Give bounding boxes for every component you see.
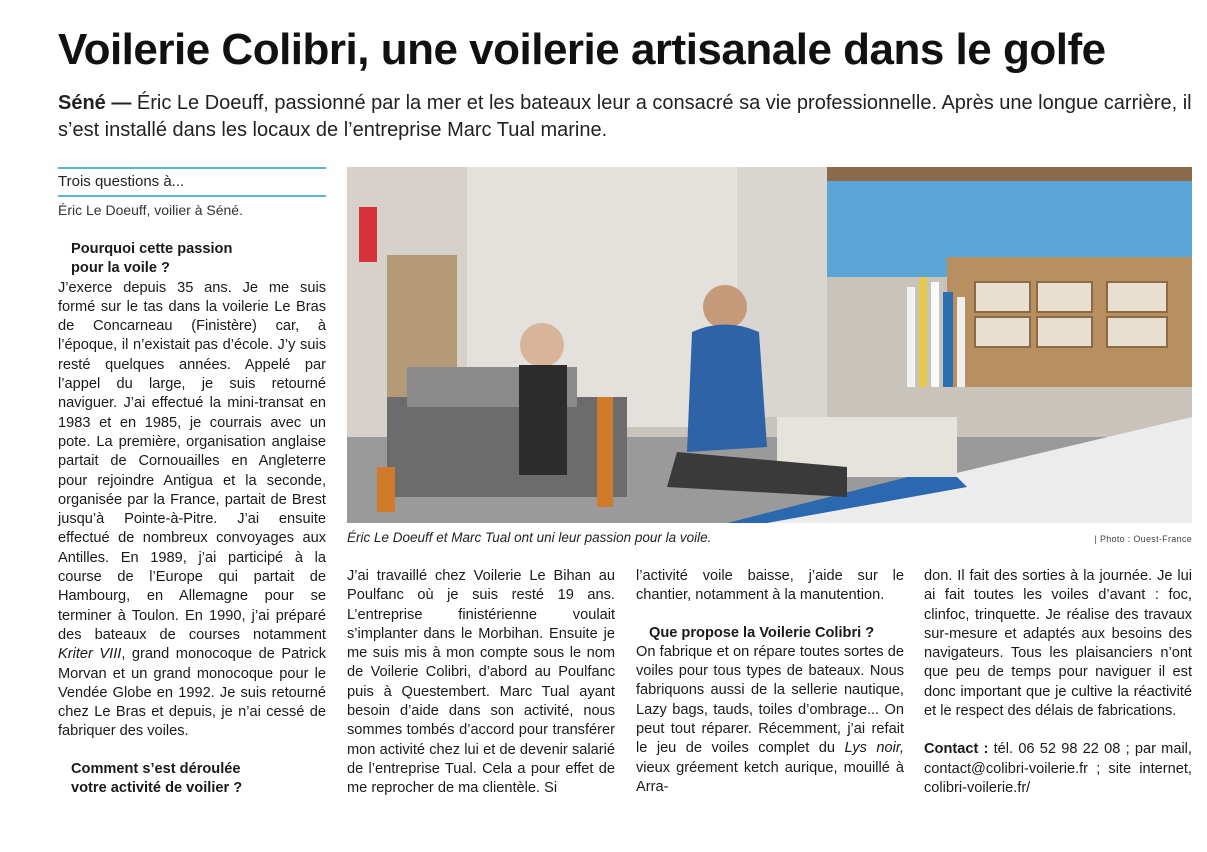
column-3-text-2: On fabrique et on répare toutes sortes de voiles pour tous types de bateaux. Nous fabriquons aussi de la sellerie nautique, Lazy bags, tauds, toiles d’ombrage... On peut tout réparer. Récemment, j’ai refait le jeu de voiles complet du Lys noir, vieux gréement ketch aurique, mouillé à Arra- — [636, 643, 904, 795]
question-2: Comment s’est déroulée votre activité de voilier ? — [71, 760, 243, 797]
photo-credit: | Photo : Ouest-France — [1094, 534, 1192, 544]
lead-text: Éric Le Doeuff, passionné par la mer et les bateaux leur a consacré sa vie professionnelle. Après une longue carrière, il s’est installé dans les locaux de l’entreprise Marc Tual marine. — [58, 92, 1192, 141]
sidebar-title: Trois questions à... — [58, 173, 185, 190]
lead-place: Séné — — [58, 92, 132, 114]
question-1: Pourquoi cette passion pour la voile ? — [71, 241, 233, 277]
contact-details: tél. 06 52 98 22 08 ; par mail, contact@colibri-voilerie.fr ; site internet, colibri-voilerie.fr/ — [924, 741, 1192, 796]
article-photo — [347, 167, 1192, 523]
workshop-photo-illustration — [347, 167, 1192, 523]
sidebar-subtitle: Éric Le Doeuff, voilier à Séné. — [58, 202, 243, 218]
contact-label: Contact : — [924, 741, 989, 758]
question-3: Que propose la Voilerie Colibri ? — [649, 624, 875, 641]
answer-1-boat-name: Kriter VIII — [58, 646, 122, 663]
boat-name-lys-noir: Lys noir, — [844, 740, 904, 757]
column-4-text: don. Il fait des sorties à la journée. Je lui ai fait toutes les voiles d’avant : foc, clinfoc, trinquette. Je réalise des travaux sur-mesure et adaptés aux besoins des navigateurs. Tous les plaisanciers n’ont que peu de temps pour naviguer il est donc important que je cultive la réactivité et le respect des délais de fabrications. — [924, 568, 1192, 720]
column-4 — [924, 567, 1192, 798]
column-2 — [347, 567, 615, 799]
answer-1: J’exerce depuis 35 ans. Je me suis formé sur le tas dans la voilerie Le Bras de Concarneau (Finistère) car, à l’époque, il n’existait pas d’école. J’y suis resté quelques années. Appelé par l’appel du large, je suis retourné naviguer. J’ai effectué la mini-transat en 1983 et en 1985, je courrais avec un pote. La première, organisation anglaise partait de Cornouailles en Angleterre pour rejoindre Antigua et la seconde, organisée par la France, partait de Brest jusqu’à Pointe-à-Pitre. J’ai ensuite effectué de nombreux convoyages aux Antilles. En 1989, j’ai participé à la course de l’Europe qui partait de Hambourg, en Allemagne pour se terminer à Toulon. En 1990, j’ai préparé des bateaux de courses notamment Kriter VIII, grand monocoque de Patrick Morvan et un grand monocoque pour le Vendée Globe en 1992. Je suis retourné chez Le Bras et depuis, je n’ai cessé de fabriquer des voiles. — [58, 279, 327, 740]
column-2-text: J’ai travaillé chez Voilerie Le Bihan au Poulfanc où je suis resté 19 ans. L’entreprise finistérienne voulait s’implanter dans le Morbihan. Ensuite je me suis mis à mon compte sous le nom de Voilerie Colibri, d’abord au Poulfanc puis à Questembert. Marc Tual ayant besoin d’aide dans son activité, nous sommes tombés d’accord pour transférer mon activité chez lui et de devenir salarié de l’entreprise Tual. Cela a pour effet de me reprocher de ma clientèle. Si — [347, 568, 615, 797]
column-1 — [58, 240, 326, 798]
article-headline: Voilerie Colibri, une voilerie artisanale dans le golfe — [58, 25, 1106, 74]
column-3-text-1: l’activité voile baisse, j’aide sur le chantier, notamment à la manutention. — [636, 568, 904, 604]
article-lead — [58, 90, 1198, 144]
photo-caption: Éric Le Doeuff et Marc Tual ont uni leur passion pour la voile. — [347, 530, 712, 545]
column-3 — [636, 567, 904, 797]
sidebar-header — [58, 167, 326, 197]
contact-info — [924, 740, 1192, 798]
